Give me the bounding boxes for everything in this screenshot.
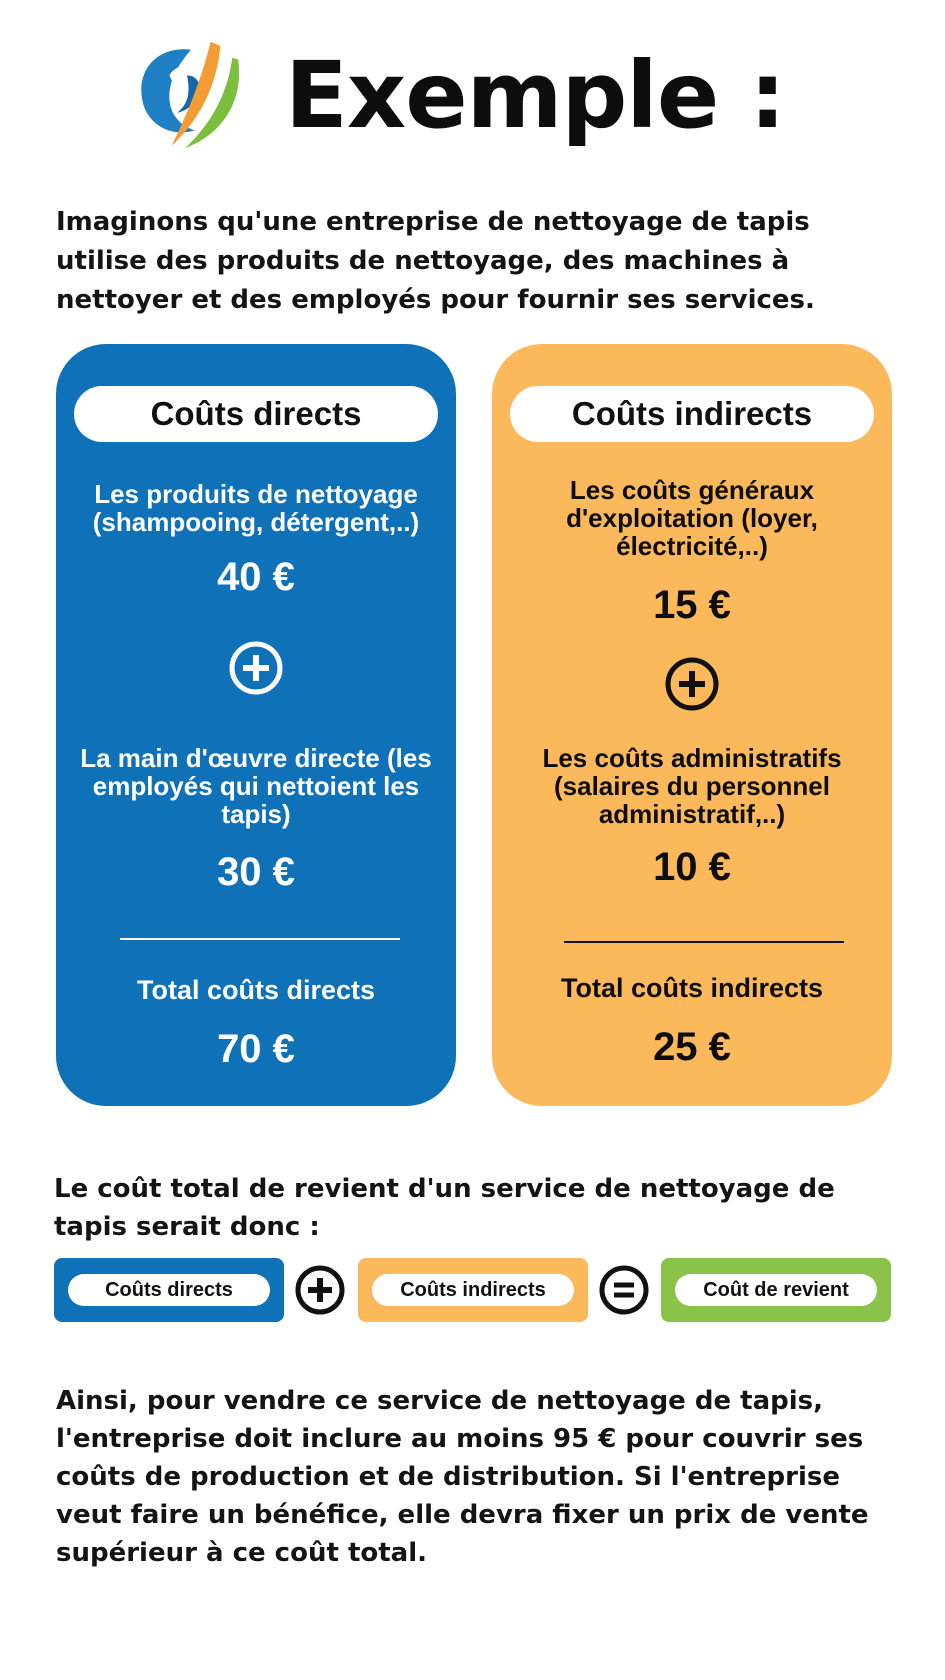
brand-logo-icon — [130, 36, 248, 154]
plus-circle-icon — [294, 1264, 346, 1316]
direct-item1-label: Les produits de nettoyage (shampooing, détergent,..) — [92, 479, 420, 537]
indirect-divider — [564, 941, 844, 943]
indirect-costs-card — [492, 344, 892, 1106]
formula-result-label: Coût de revient — [675, 1274, 877, 1306]
direct-item1-amount: 40 € — [217, 555, 295, 599]
formula-indirect-box — [358, 1258, 588, 1322]
summary-text: Le coût total de revient d'un service de nettoyage de tapis serait donc : — [54, 1174, 835, 1242]
intro-paragraph: Imaginons qu'une entreprise de nettoyage de tapis utilise des produits de nettoyage, des machines à nettoyer et des employés pour fournir ses services. — [56, 207, 815, 315]
direct-costs-card — [56, 344, 456, 1106]
indirect-total-label: Total coûts indirects — [560, 973, 824, 1003]
indirect-item1-label: Les coûts généraux d'exploitation (loyer, électricité,..) — [566, 475, 818, 561]
direct-item2-amount: 30 € — [217, 850, 295, 894]
direct-divider — [120, 938, 400, 940]
cost-formula — [0, 1258, 945, 1322]
formula-direct-box — [54, 1258, 284, 1322]
conclusion-paragraph: Ainsi, pour vendre ce service de nettoyage de tapis, l'entreprise doit inclure au moins 95 € pour couvrir ses coûts de production et de distribution. Si l'entreprise veut faire un bénéfice, elle devra fixer un prix de vente supérieur à ce coût total. — [56, 1386, 869, 1568]
formula-indirect-label: Coûts indirects — [372, 1274, 574, 1306]
direct-costs-title: Coûts directs — [74, 386, 438, 442]
page-title: Exemple : — [285, 42, 786, 149]
equals-circle-icon — [598, 1264, 650, 1316]
indirect-item2-label: Les coûts administratifs (salaires du personnel administratif,..) — [542, 743, 842, 829]
indirect-total-amount: 25 € — [653, 1025, 731, 1069]
formula-result-box — [661, 1258, 891, 1322]
formula-direct-label: Coûts directs — [68, 1274, 270, 1306]
plus-circle-icon — [228, 640, 284, 696]
indirect-item1-amount: 15 € — [653, 583, 731, 627]
header — [0, 30, 945, 160]
direct-total-label: Total coûts directs — [136, 975, 376, 1005]
indirect-costs-title: Coûts indirects — [510, 386, 874, 442]
plus-circle-icon — [664, 656, 720, 712]
direct-total-amount: 70 € — [217, 1027, 295, 1071]
direct-item2-label: La main d'œuvre directe (les employés qui nettoient les tapis) — [80, 743, 432, 829]
indirect-item2-amount: 10 € — [653, 845, 731, 889]
